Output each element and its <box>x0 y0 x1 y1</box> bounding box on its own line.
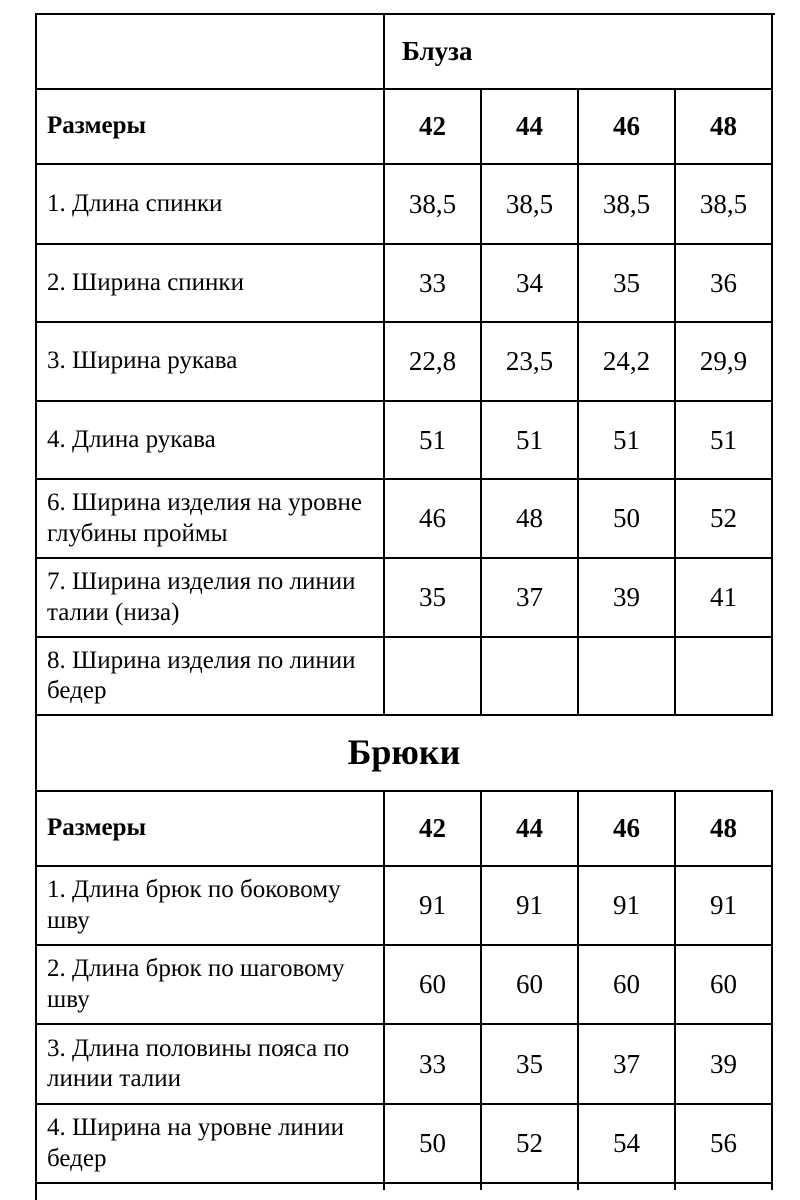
blouse-row-label: 1. Длина спинки <box>47 189 223 217</box>
blouse-row-value: 38,5 <box>602 188 651 219</box>
blouse-row-value: 33 <box>419 267 446 298</box>
trousers-row-value: 37 <box>613 1048 640 1079</box>
blouse-title: Блуза <box>402 36 473 67</box>
trousers-row-value: 50 <box>419 1128 446 1159</box>
blouse-row-value: 50 <box>613 503 640 534</box>
blouse-row-label: 3. Ширина рукава <box>47 347 238 375</box>
trousers-row-value: 91 <box>710 890 737 921</box>
blouse-row-value: 39 <box>613 582 640 613</box>
blouse-row-value <box>676 638 771 714</box>
blouse-row-value: 52 <box>710 503 737 534</box>
blouse-size-header: 46 <box>613 111 640 142</box>
blouse-row-value: 35 <box>613 267 640 298</box>
blouse-row-label: 7. Ширина изделия по линии талии (низа) <box>47 568 356 626</box>
table-border-right <box>771 790 773 1190</box>
blouse-row-value: 51 <box>516 424 543 455</box>
blouse-row-label: 2. Ширина спинки <box>47 268 244 296</box>
blouse-size-header: 42 <box>419 111 446 142</box>
blouse-row-value: 51 <box>419 424 446 455</box>
blouse-row-value: 36 <box>710 267 737 298</box>
trousers-row-value: 60 <box>710 969 737 1000</box>
blouse-row-value: 24,2 <box>602 346 651 377</box>
blouse-row-value <box>482 638 577 714</box>
trousers-row-value: 33 <box>419 1048 446 1079</box>
blouse-row-value: 48 <box>516 503 543 534</box>
trousers-row-value: 56 <box>710 1128 737 1159</box>
trousers-size-header: 44 <box>516 813 543 844</box>
blouse-row-value: 35 <box>419 582 446 613</box>
trousers-row-value: 91 <box>419 890 446 921</box>
blouse-row-value: 34 <box>516 267 543 298</box>
blouse-row-value: 51 <box>613 424 640 455</box>
trousers-row-value: 60 <box>613 969 640 1000</box>
blouse-row-label: 6. Ширина изделия на уровне глубины проймы <box>47 489 362 547</box>
blouse-row-value: 51 <box>710 424 737 455</box>
blouse-row-value: 37 <box>516 582 543 613</box>
blouse-row-value: 22,8 <box>408 346 457 377</box>
blouse-row-label: 8. Ширина изделия по линии бедер <box>47 646 356 704</box>
blouse-row-value: 41 <box>710 582 737 613</box>
table-border-right <box>771 13 773 716</box>
trousers-row-label: 2. Длина брюк по шаговому шву <box>47 955 345 1013</box>
trousers-size-header: 46 <box>613 813 640 844</box>
blouse-row-value: 38,5 <box>699 188 748 219</box>
blouse-row-value <box>385 638 480 714</box>
blouse-row-value: 46 <box>419 503 446 534</box>
blouse-row-label: 4. Длина рукава <box>47 425 216 453</box>
blouse-row-value: 23,5 <box>505 346 554 377</box>
trousers-row-value: 91 <box>516 890 543 921</box>
trousers-row-label: 1. Длина брюк по боковому шву <box>47 876 341 934</box>
trousers-title: Брюки <box>347 732 461 773</box>
trousers-row-value: 91 <box>613 890 640 921</box>
trousers-row-value: 60 <box>419 969 446 1000</box>
trousers-row-value: 35 <box>516 1048 543 1079</box>
blouse-row-value: 38,5 <box>505 188 554 219</box>
row-divider <box>35 1182 773 1184</box>
trousers-row-value: 60 <box>516 969 543 1000</box>
trousers-size-header: 48 <box>710 813 737 844</box>
trousers-row-value: 54 <box>613 1128 640 1159</box>
trousers-row-value: 52 <box>516 1128 543 1159</box>
trousers-size-header: 42 <box>419 813 446 844</box>
blouse-size-header: 44 <box>516 111 543 142</box>
blouse-row-value <box>579 638 674 714</box>
blouse-size-header: 48 <box>710 111 737 142</box>
blouse-header-label: Размеры <box>47 112 147 140</box>
trousers-row-value: 39 <box>710 1048 737 1079</box>
trousers-row-label: 3. Длина половины пояса по линии талии <box>47 1034 350 1092</box>
trousers-header-label: Размеры <box>47 814 147 842</box>
trousers-row-label: 4. Ширина на уровне линии бедер <box>47 1114 344 1172</box>
blouse-row-value: 29,9 <box>699 346 748 377</box>
blouse-row-value: 38,5 <box>408 188 457 219</box>
